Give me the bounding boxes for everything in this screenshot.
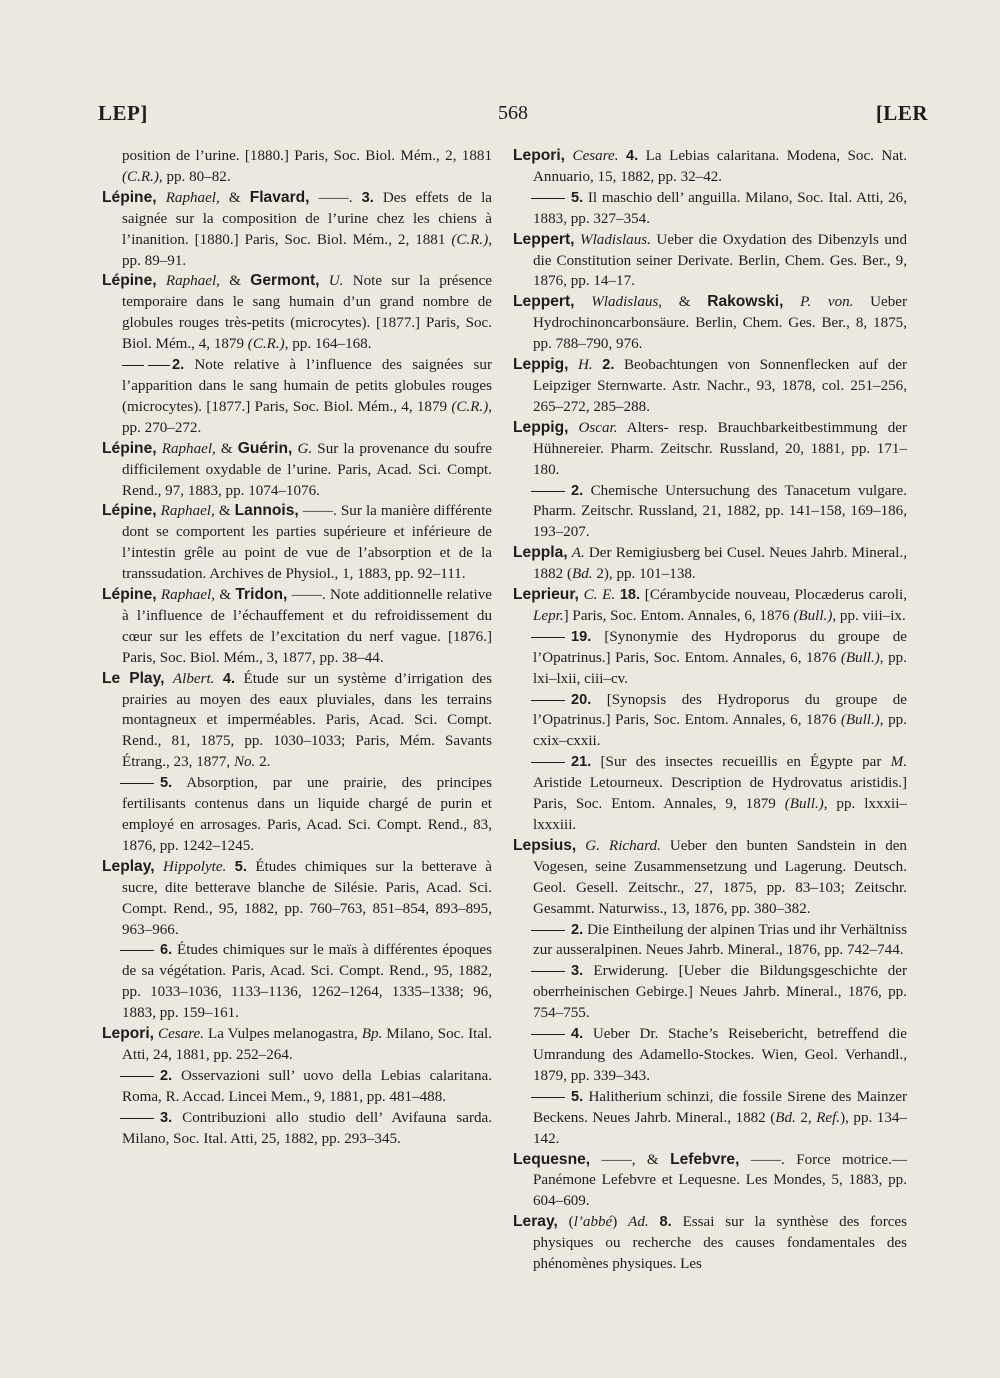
italic-text: A.	[571, 545, 585, 562]
bibliography-entry	[513, 752, 907, 836]
entry-text: , pp. 80–82.	[158, 168, 231, 185]
bibliography-entry	[513, 836, 907, 920]
entry-number: 2.	[602, 357, 615, 374]
entry-text: Osservazioni sull’ uovo della Lebias calaritana. Roma, R. Accad. Lincei Mem., 9, 1881, pp. 481–488.	[122, 1067, 492, 1105]
author-name: Lépine,	[102, 272, 157, 290]
entry-text	[568, 420, 578, 436]
bibliography-entry	[102, 501, 492, 585]
entry-text: position de l’urine. [1880.] Paris, Soc. Biol. Mém., 2, 1881	[122, 148, 492, 164]
entry-text: 2,	[795, 1109, 817, 1126]
ditto-rule	[120, 783, 154, 784]
author-name: Lepori,	[513, 147, 565, 164]
bibliography-entry	[513, 961, 907, 1024]
bibliography-entry	[102, 1066, 492, 1108]
entry-text: Contribuzioni allo studio dell’ Avifauna sarda. Milano, Soc. Ital. Atti, 25, 1882, pp. 293–345.	[122, 1109, 492, 1147]
entry-text	[783, 294, 800, 310]
author-name: Guérin,	[237, 439, 293, 457]
bibliography-entry	[102, 940, 492, 1024]
italic-text: Raphael,	[161, 440, 216, 457]
italic-text: Ad.	[628, 1214, 649, 1231]
entry-text: 2), pp. 101–138.	[592, 566, 696, 583]
entry-text: , pp. 270–272.	[122, 398, 492, 436]
entry-text: Des effets de la saignée sur la composition de l’urine chez les chiens à l’inanition. [1880.] Paris, Soc. Biol. Mém., 2, 1881	[122, 189, 493, 248]
entry-text	[568, 357, 578, 373]
entry-text: Note sur la présence temporaire dans le sang humain d’un grand nombre de globules rouges très-petits (microcytes). [1877.] Paris, Soc. Biol. Mém., 4, 1879	[122, 273, 492, 353]
entry-number: 8.	[659, 1214, 672, 1231]
entry-text: Ueber Dr. Stache’s Reisebericht, betreffend die Umrandung des Adamello-Stockes. Wien, Geol. Verhandl., 1879, pp. 339–343.	[533, 1026, 907, 1084]
entry-text: , pp. cxix–cxxii.	[533, 712, 908, 750]
entry-number: 20.	[571, 691, 592, 708]
entry-text	[649, 1214, 660, 1230]
italic-text: Raphael,	[165, 189, 220, 206]
entry-number: 5.	[234, 858, 247, 875]
entry-text: &	[219, 273, 251, 290]
bibliography-entry	[513, 355, 907, 418]
entry-text: [Sur des insectes recueillis en Égypte par	[591, 754, 891, 771]
entry-number: 2.	[571, 482, 584, 499]
entry-number: 2.	[160, 1067, 173, 1084]
entry-text: Études chimiques sur la betterave à sucre, dite betterave blanche de Silésie. Paris, Acad. Sci. Compt. Rend., 95, 1882, pp. 760–763, 851–854, 893–895, 963–966.	[122, 858, 492, 938]
entry-text	[320, 273, 329, 289]
italic-text: P. von.	[800, 294, 854, 311]
bibliography-entry	[513, 481, 907, 544]
entry-number: 3.	[361, 189, 374, 206]
bibliography-entry	[513, 418, 907, 481]
author-name: Lefebvre,	[670, 1150, 740, 1168]
author-name: Germont,	[250, 272, 320, 290]
entry-number: 5.	[571, 189, 584, 206]
entry-text: &	[215, 440, 238, 457]
entry-number: 4.	[571, 1026, 584, 1043]
author-name: Lepori,	[102, 1025, 154, 1043]
author-name: Leplay,	[102, 857, 155, 875]
italic-text: (Bull.)	[840, 712, 880, 729]
ditto-rule	[531, 637, 565, 638]
entry-number: 6.	[160, 942, 173, 959]
ditto-rule	[531, 762, 565, 763]
ditto-rule	[531, 1034, 565, 1035]
bibliography-entry	[513, 1150, 907, 1213]
entry-text	[593, 357, 603, 373]
bibliography-entry	[102, 773, 492, 857]
ditto-rule	[122, 365, 144, 366]
italic-text: Bd.	[572, 566, 593, 583]
entry-number: 4.	[222, 670, 236, 687]
entry-text: Note relative à l’influence des saignées sur l’apparition dans le sang humain de petits globules rouges (microcytes). [1877.] Paris, Soc. Biol. Mém., 4, 1879	[122, 357, 492, 415]
entry-text	[575, 294, 592, 310]
bibliography-entry	[102, 271, 492, 355]
italic-text: Raphael,	[160, 503, 215, 520]
author-name: Leppert,	[513, 293, 575, 311]
author-name: Le Play,	[102, 669, 165, 687]
entry-text	[157, 273, 166, 289]
ditto-rule	[120, 1118, 154, 1119]
italic-text: (C.R.)	[451, 231, 489, 248]
entry-number: 4.	[626, 148, 639, 164]
entry-text: ——. Sur la manière différente dont se comportent les parties supérieure et inférieure de l’intestin grêle au point de vue de l’absorption et de la transsudation. Archives de Physiol., 1, 1883, pp. 92–111.	[122, 503, 492, 583]
bibliography-entry	[513, 230, 907, 293]
author-name: Leray,	[513, 1213, 558, 1231]
entry-text: Halitherium schinzi, die fossile Sirene des Mainzer Beckens. Neues Jahrb. Mineral., 1882 (	[533, 1088, 907, 1126]
bibliography-entry	[102, 1024, 492, 1066]
running-head-left: LEP]	[98, 101, 148, 125]
italic-text: Cesare.	[158, 1026, 204, 1043]
italic-text: C. E.	[583, 587, 616, 604]
italic-text: G.	[297, 440, 313, 457]
author-name: Lepsius,	[513, 836, 577, 854]
entry-text: Essai sur la synthèse des forces physiques ou recherche des causes fondamentales des phénomènes physiques. Les	[533, 1214, 907, 1273]
entry-number: 2.	[172, 357, 185, 374]
entry-number: 19.	[571, 628, 592, 645]
entry-text: ——. Force motrice.—Panémone Lefebvre et Lequesne. Les Mondes, 5, 1883, pp. 604–609.	[533, 1151, 907, 1210]
entry-text: Die Eintheilung der alpinen Trias und ihr Verhältniss zur ausseralpinen. Neues Jahrb. Mineral., 1876, pp. 742–744.	[533, 921, 907, 959]
bibliography-entry	[513, 146, 907, 188]
entry-text: (	[557, 1214, 574, 1231]
ditto-rule	[531, 930, 565, 931]
author-name: Leppert,	[513, 230, 575, 248]
ditto-rule	[531, 700, 565, 701]
author-name: Lépine,	[102, 188, 157, 206]
ditto-rule	[531, 198, 565, 199]
bibliography-entry	[102, 669, 492, 774]
entry-text: )	[612, 1214, 629, 1231]
entry-text: 2.	[255, 754, 271, 771]
ditto-rule	[531, 491, 565, 492]
entry-text: Sur la provenance du soufre difficilement oxydable de l’urine. Paris, Acad. Sci. Compt. Rend., 97, 1883, pp. 1074–1076.	[122, 440, 492, 499]
entry-text: ——. Note additionnelle relative à l’influence de l’échauffement et du refroidissement du cœur sur les effets de l’excitation du nerf vague. [1876.] Paris, Soc. Biol. Mém., 3, 1877, pp. 38–44.	[122, 587, 492, 666]
italic-text: Hippolyte.	[163, 858, 227, 875]
entry-text: &	[662, 294, 708, 311]
bibliography-entry	[102, 1108, 492, 1150]
author-name: Leppig,	[513, 356, 569, 374]
bibliography-entry	[513, 920, 907, 962]
italic-text: No.	[233, 754, 256, 771]
author-name: Lannois,	[234, 502, 299, 520]
italic-text: G. Richard.	[585, 837, 661, 854]
bibliography-entry	[513, 292, 907, 355]
entry-text: Étude sur un système d’irrigation des prairies au moyen des eaux pluviales, dans les terrains montagneux et imperméables. Paris, Acad. Sci. Compt. Rend., 81, 1875, pp. 1030–1033; Paris, Mém. Savants Étrang., 23, 1877,	[122, 670, 492, 771]
author-name: Lépine,	[102, 502, 157, 520]
entry-number: 21.	[571, 754, 592, 771]
entry-text	[618, 148, 626, 164]
bibliography-entry	[513, 627, 907, 690]
entry-number: 2.	[571, 921, 584, 938]
entry-text: , pp. lxi–lxii, ciii–cv.	[533, 649, 908, 687]
entry-text	[576, 838, 585, 854]
italic-text: Oscar.	[578, 419, 618, 436]
bibliography-entry	[102, 355, 492, 439]
entry-text: , pp. 164–168.	[284, 336, 372, 353]
entry-text: Chemische Untersuchung des Tanacetum vulgare. Pharm. Zeitschr. Russland, 21, 1882, pp. 141–158, 169–186, 193–207.	[533, 482, 907, 541]
entry-text: ), pp. 134–142.	[533, 1109, 907, 1147]
bibliography-entry	[513, 188, 907, 230]
italic-text: U.	[328, 273, 344, 290]
italic-text: Raphael,	[165, 273, 220, 290]
italic-text: (C.R.)	[247, 336, 285, 353]
author-name: Leppla,	[513, 544, 568, 562]
entry-text: [Synopsis des Hydroporus du groupe de l’Opatrinus.] Paris, Soc. Entom. Annales, 6, 1876	[533, 691, 907, 729]
running-head	[98, 98, 928, 132]
italic-text: Ref.	[816, 1109, 841, 1126]
italic-text: Albert.	[172, 670, 215, 687]
bibliography-entry	[102, 585, 492, 669]
running-head-right: [LER	[875, 101, 928, 125]
italic-text: H.	[578, 357, 593, 374]
italic-text: (Bull.)	[793, 607, 833, 624]
author-name: Flavard,	[249, 188, 310, 206]
entry-text: La Vulpes melanogastra,	[203, 1026, 362, 1043]
bibliography-entry	[513, 1024, 907, 1087]
bibliography-entry	[513, 1212, 907, 1275]
author-name: Lépine,	[102, 439, 157, 457]
entry-text: Alters- resp. Brauchbarkeitbestimmung der Hühnereier. Pharm. Zeitschr. Russland, 20, 1881, pp. 171–180.	[533, 419, 907, 478]
left-column	[102, 146, 492, 1150]
entry-text: Der Remigiusberg bei Cusel. Neues Jahrb. Mineral., 1882 (	[533, 545, 907, 583]
entry-text: ——.	[309, 189, 362, 206]
right-column	[513, 146, 907, 1275]
entry-text: [Synonymie des Hydroporus du groupe de l’Opatrinus.] Paris, Soc. Entom. Annales, 6, 1876	[533, 628, 907, 666]
italic-text: Lepr.	[533, 607, 564, 624]
italic-text: Wladislaus,	[591, 294, 663, 311]
ditto-rule	[531, 1097, 565, 1098]
entry-text: [Cérambycide nouveau, Plocæderus caroli,	[640, 587, 907, 604]
entry-number: 3.	[571, 963, 584, 980]
italic-text: (C.R.)	[122, 168, 159, 185]
entry-text	[155, 859, 163, 875]
italic-text: (C.R.)	[451, 398, 489, 415]
entry-text: &	[214, 503, 235, 520]
ditto-rule	[148, 365, 170, 366]
entry-text: Études chimiques sur le maïs à différentes époques de sa végétation. Paris, Acad. Sci. Compt. Rend., 95, 1882, pp. 1033–1036, 1133–1136, 1262–1264, 1335–1338; 96, 1883, pp. 159–161.	[122, 942, 492, 1022]
entry-text	[226, 859, 234, 875]
italic-text: Bp.	[361, 1026, 383, 1043]
entry-text: Ueber Hydrochinoncarbonsäure. Berlin, Chem. Ges. Ber., 8, 1875, pp. 788–790, 976.	[533, 294, 908, 353]
entry-text	[157, 190, 166, 206]
entry-text: Erwiderung. [Ueber die Bildungsgeschichte der oberrheinischen Gebirge.] Neues Jahrb. Mineral., 1876, pp. 754–755.	[533, 963, 907, 1022]
entry-text: La Lebias calaritana. Modena, Soc. Nat. Annuario, 15, 1882, pp. 32–42.	[533, 148, 907, 185]
entry-text: Ueber den bunten Sandstein in den Vogesen, seine Zusammensetzung und Lagerung. Deutsch. Geol. Gesell. Zeitschr., 27, 1875, pp. 83–103; Zeitschr. Gesammt. Naturwiss., 13, 1876, pp. 380–382.	[533, 837, 907, 917]
bibliography-entry	[513, 1087, 907, 1150]
author-name: Rakowski,	[707, 293, 784, 311]
entry-number: 18.	[619, 587, 641, 604]
entry-text	[164, 671, 172, 687]
entry-text: Beobachtungen von Sonnenflecken auf der Leipziger Sternwarte. Astr. Nachr., 93, 1878, col. 251–256, 265–272, 285–288.	[533, 357, 907, 415]
author-name: Lequesne,	[513, 1150, 591, 1168]
entry-text: , pp. viii–ix.	[832, 607, 906, 624]
italic-text: (Bull.)	[840, 649, 880, 666]
entry-text: ——, &	[590, 1151, 671, 1168]
bibliography-entry	[513, 543, 907, 585]
ditto-rule	[120, 950, 154, 951]
italic-text: (Bull.)	[784, 796, 824, 813]
entry-text: &	[215, 587, 236, 604]
entry-text: Aristide Letourneux. Description de Hydrovatus aristidis.] Paris, Soc. Entom. Annales, 9, 1879	[533, 775, 907, 813]
entry-text: , pp. 89–91.	[122, 231, 492, 269]
ditto-rule	[531, 971, 565, 972]
author-name: Leppig,	[513, 418, 569, 436]
italic-text: Bd.	[775, 1109, 796, 1126]
ditto-rule	[120, 1076, 154, 1077]
entry-text: , pp. lxxxii–lxxxiii.	[533, 796, 907, 833]
bibliography-entry	[102, 439, 492, 502]
entry-text: Absorption, par une prairie, des principes fertilisants contenus dans un liquide chargé de purin et employé en arrosages. Paris, Acad. Sci. Compt. Rend., 83, 1876, pp. 1242–1245.	[122, 775, 492, 854]
bibliography-entry	[102, 857, 492, 941]
bibliography-entry	[513, 585, 907, 627]
entry-text: ] Paris, Soc. Entom. Annales, 6, 1876	[563, 607, 794, 624]
italic-text: M.	[890, 754, 907, 771]
bibliography-entry	[513, 690, 907, 753]
author-name: Lépine,	[102, 586, 157, 604]
author-name: Tridon,	[235, 586, 288, 604]
italic-text: l’abbé	[573, 1214, 613, 1231]
italic-text: Raphael,	[160, 587, 215, 604]
page-number: 568	[498, 102, 528, 124]
entry-text: Il maschio dell’ anguilla. Milano, Soc. Ital. Atti, 26, 1883, pp. 327–354.	[533, 189, 907, 227]
entry-text	[214, 671, 222, 687]
entry-text	[565, 148, 573, 164]
entry-number: 5.	[160, 775, 173, 792]
italic-text: Wladislaus.	[580, 231, 651, 248]
entry-number: 3.	[160, 1109, 173, 1126]
entry-text: Ueber die Oxydation des Dibenzyls und die Constitution seiner Derivate. Berlin, Chem. Ges. Ber., 9, 1876, pp. 14–17.	[533, 231, 907, 290]
author-name: Leprieur,	[513, 586, 579, 604]
bibliography-entry	[102, 146, 492, 188]
entry-text: &	[219, 189, 250, 206]
italic-text: Cesare.	[572, 148, 619, 164]
bibliography-entry	[102, 188, 492, 272]
entry-text: Milano, Soc. Ital. Atti, 24, 1881, pp. 252–264.	[122, 1026, 492, 1063]
entry-number: 5.	[571, 1088, 584, 1105]
